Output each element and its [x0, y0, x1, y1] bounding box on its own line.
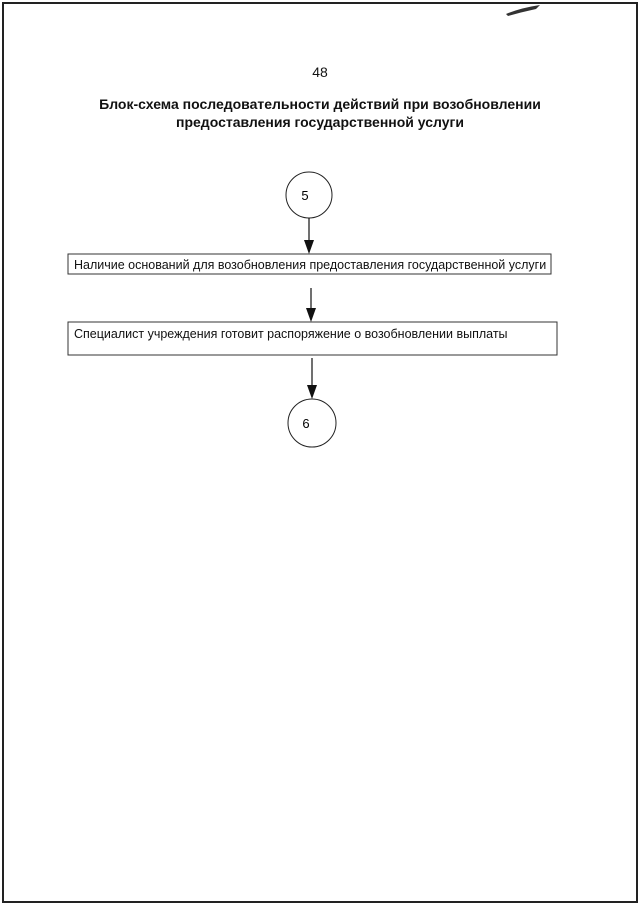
arrow-start-to-step-1	[304, 218, 314, 254]
start-connector-label: 5	[301, 188, 309, 203]
step-1-text: Наличие оснований для возобновления предоставления государственной услуги	[74, 258, 547, 272]
page-number: 48	[312, 64, 328, 80]
arrow-step-2-to-end	[307, 358, 317, 399]
title-line-1: Блок-схема последовательности действий при возобновлении	[99, 96, 541, 112]
arrow-step-1-to-step-2	[306, 288, 316, 322]
title-line-2: предоставления государственной услуги	[176, 114, 464, 130]
end-connector	[288, 399, 336, 447]
end-connector-label: 6	[302, 416, 310, 431]
scan-mark	[506, 5, 540, 16]
start-connector	[286, 172, 332, 218]
step-2-text: Специалист учреждения готовит распоряжение о возобновлении выплаты	[74, 327, 508, 341]
